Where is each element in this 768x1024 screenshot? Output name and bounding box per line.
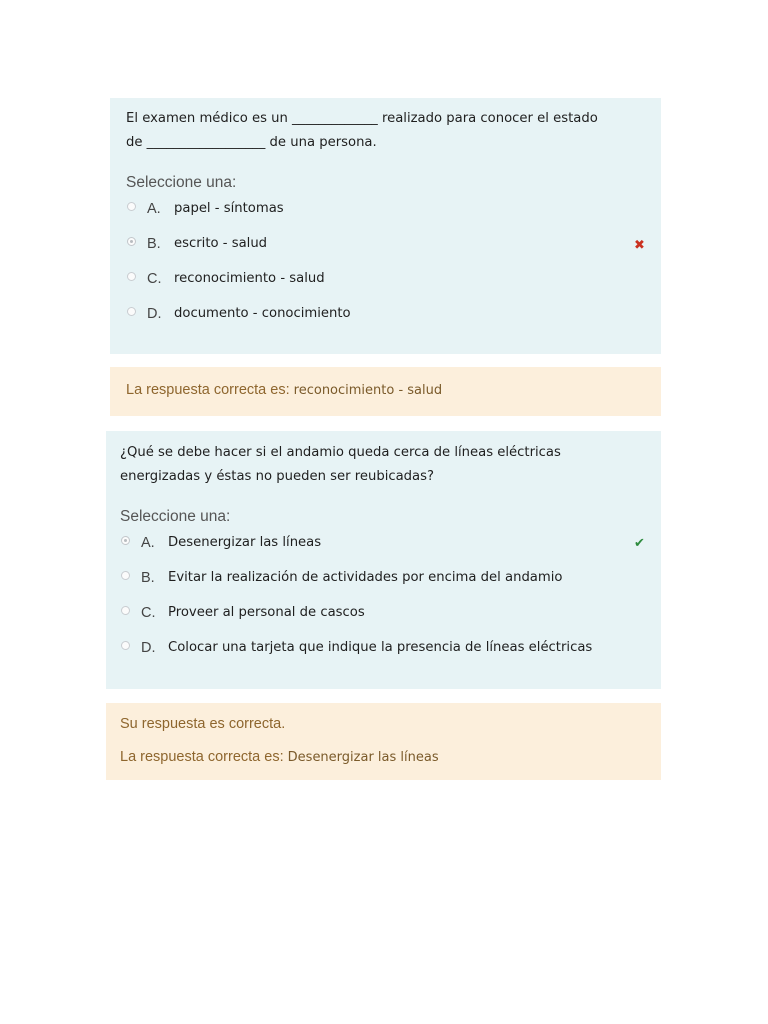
feedback-1-answer: reconocimiento - salud [293, 383, 443, 398]
question-1-line1: El examen médico es un _____________ realizado para conocer el estado [126, 111, 598, 126]
radio-button[interactable] [121, 641, 130, 650]
option-letter: A. [141, 535, 155, 551]
option-text: Desenergizar las líneas [168, 535, 322, 550]
q2-option-c[interactable] [120, 601, 647, 636]
feedback-1-prefix: La respuesta correcta es: [126, 382, 294, 398]
radio-button[interactable] [127, 202, 136, 211]
q2-option-d[interactable] [120, 636, 647, 671]
incorrect-icon: ✖ [634, 238, 645, 253]
radio-button[interactable] [127, 307, 136, 316]
question-1-prompt: Seleccione una: [126, 174, 237, 191]
feedback-2-box [106, 703, 661, 780]
feedback-2-status: Su respuesta es correcta. [120, 716, 286, 732]
option-letter: C. [141, 605, 156, 621]
q1-option-b[interactable] [126, 232, 647, 267]
option-letter: B. [141, 570, 155, 586]
question-2-text [120, 441, 647, 489]
radio-button[interactable] [127, 272, 136, 281]
feedback-2-prefix: La respuesta correcta es: [120, 749, 288, 765]
option-text: papel - síntomas [174, 201, 284, 216]
radio-button[interactable] [121, 571, 130, 580]
option-text: documento - conocimiento [174, 306, 351, 321]
option-letter: B. [147, 236, 161, 252]
question-2-answers [120, 531, 647, 671]
radio-button[interactable] [121, 606, 130, 615]
feedback-1-correct-answer [126, 378, 645, 402]
question-1-box [110, 98, 661, 354]
option-letter: D. [147, 306, 162, 322]
question-1-line2: de __________________ de una persona. [126, 135, 377, 150]
option-letter: D. [141, 640, 156, 656]
q1-option-c[interactable] [126, 267, 647, 302]
question-1-text [126, 107, 647, 155]
radio-button-selected[interactable] [127, 237, 136, 246]
option-text: escrito - salud [174, 236, 268, 251]
feedback-2-answer: Desenergizar las líneas [287, 750, 439, 765]
option-text: Colocar una tarjeta que indique la presencia de líneas eléctricas [168, 640, 593, 655]
question-2-box [106, 431, 661, 689]
q2-option-b[interactable] [120, 566, 647, 601]
q1-option-a[interactable] [126, 197, 647, 232]
option-letter: A. [147, 201, 161, 217]
feedback-1-box [110, 367, 661, 416]
question-2-line1: ¿Qué se debe hacer si el andamio queda cerca de líneas eléctricas [120, 445, 561, 460]
option-letter: C. [147, 271, 162, 287]
option-text: reconocimiento - salud [174, 271, 325, 286]
question-2-line2: energizadas y éstas no pueden ser reubicadas? [120, 469, 435, 484]
radio-button-selected[interactable] [121, 536, 130, 545]
q2-option-a[interactable] [120, 531, 647, 566]
option-text: Proveer al personal de cascos [168, 605, 365, 620]
feedback-2-correct-answer [120, 745, 647, 769]
option-text: Evitar la realización de actividades por encima del andamio [168, 570, 563, 585]
q1-option-d[interactable] [126, 302, 647, 337]
correct-check-icon: ✔ [634, 536, 645, 551]
question-2-prompt: Seleccione una: [120, 508, 231, 525]
question-1-answers [126, 197, 647, 337]
